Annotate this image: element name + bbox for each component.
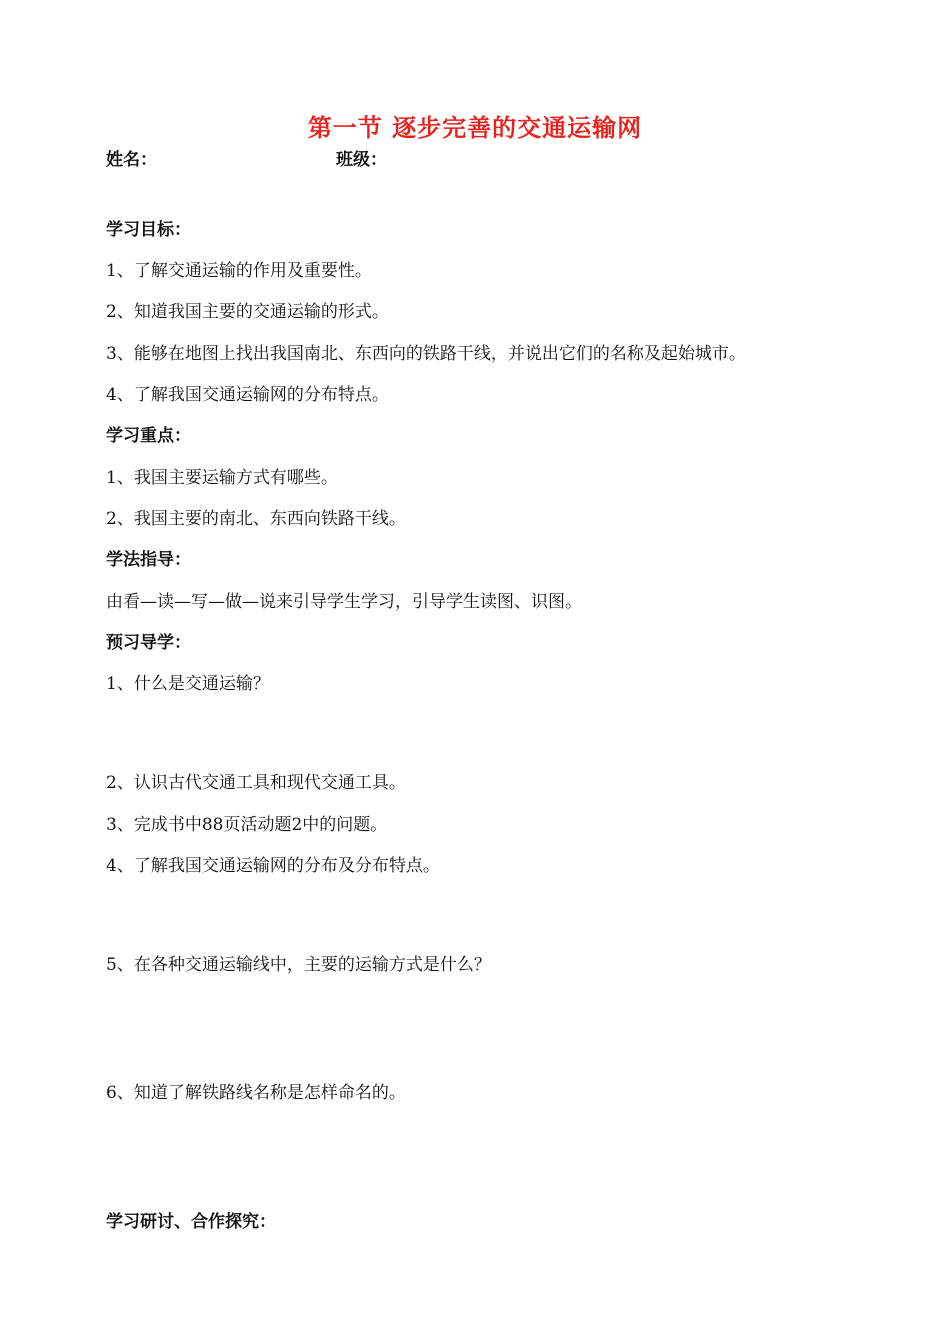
preview-item-3: 3、完成书中88页活动题2中的问题。 [106,815,388,835]
name-label: 姓名： [106,150,157,170]
method-heading: 学法指导： [106,550,191,570]
discussion-heading: 学习研讨、合作探究： [106,1212,276,1232]
method-text: 由看—读—写—做—说来引导学生学习，引导学生读图、识图。 [106,592,582,612]
objective-item-1: 1、了解交通运输的作用及重要性。 [106,261,372,281]
preview-item-1: 1、什么是交通运输？ [106,674,270,694]
preview-item-6: 6、知道了解铁路线名称是怎样命名的。 [106,1083,406,1103]
objectives-heading: 学习目标： [106,220,191,240]
class-label: 班级： [336,150,387,170]
objective-item-2: 2、知道我国主要的交通运输的形式。 [106,302,389,322]
preview-heading: 预习导学： [106,633,191,653]
preview-item-2: 2、认识古代交通工具和现代交通工具。 [106,773,406,793]
key-point-item-2: 2、我国主要的南北、东西向铁路干线。 [106,509,406,529]
page-title: 第一节 逐步完善的交通运输网 [307,114,643,142]
key-points-heading: 学习重点： [106,426,191,446]
objective-item-3: 3、能够在地图上找出我国南北、东西向的铁路干线，并说出它们的名称及起始城市。 [106,344,746,364]
preview-item-5: 5、在各种交通运输线中，主要的运输方式是什么？ [106,955,491,975]
objective-item-4: 4、了解我国交通运输网的分布特点。 [106,385,389,405]
preview-item-4: 4、了解我国交通运输网的分布及分布特点。 [106,856,440,876]
key-point-item-1: 1、我国主要运输方式有哪些。 [106,468,338,488]
